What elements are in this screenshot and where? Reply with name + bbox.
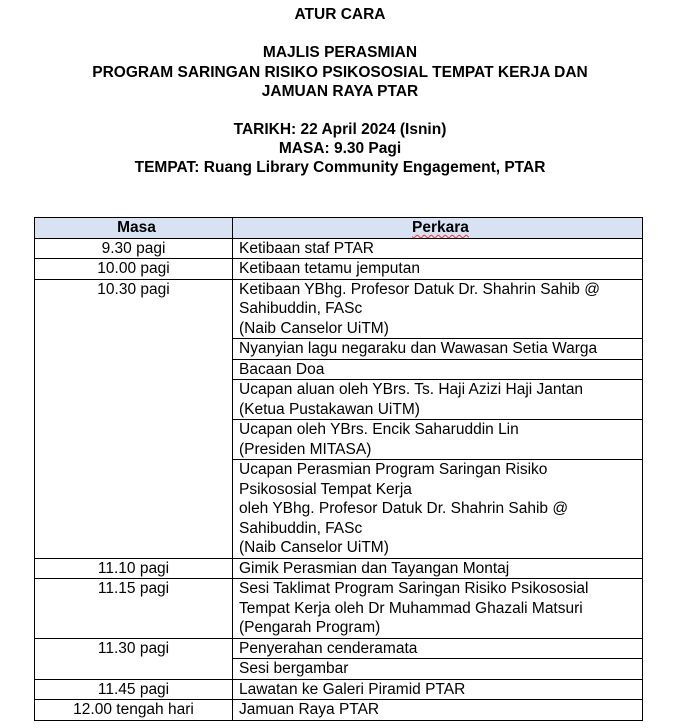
activity-cell — [233, 579, 643, 639]
time-cell: 10.00 pagi — [35, 259, 233, 280]
activity-cell — [233, 279, 643, 339]
activity-line: Bacaan Doa — [239, 360, 325, 378]
activity-line: Gimik Perasmian dan Tayangan Montaj — [239, 559, 510, 577]
table-header-row — [35, 218, 643, 239]
event-time: MASA: 9.30 Pagi — [278, 140, 402, 157]
event-venue: TEMPAT: Ruang Library Community Engagement, PTAR — [134, 159, 546, 176]
column-header-perkara: Perkara — [233, 218, 643, 239]
activity-line: (Presiden MITASA) — [239, 440, 372, 458]
activity-line: Sahibuddin, FASc — [239, 300, 363, 317]
activity-cell — [233, 638, 643, 659]
activity-cell — [233, 558, 643, 579]
column-header-masa: Masa — [35, 218, 233, 239]
time-cell: 11.10 pagi — [35, 558, 233, 579]
time-cell: 11.45 pagi — [35, 679, 233, 700]
activity-cell — [233, 420, 643, 460]
time-cell: 9.30 pagi — [35, 238, 233, 259]
activity-line: (Ketua Pustakawan UiTM) — [239, 400, 420, 418]
activity-cell — [233, 259, 643, 280]
activity-line: oleh YBhg. Profesor Datuk Dr. Shahrin Sahib @ — [239, 500, 569, 517]
activity-cell — [233, 700, 643, 721]
table-row — [35, 700, 643, 721]
activity-line: Psikososial Tempat Kerja — [239, 480, 412, 498]
activity-line: (Pengarah Program) — [239, 619, 381, 636]
activity-line: Ketibaan staf PTAR — [239, 239, 374, 257]
activity-cell — [233, 679, 643, 700]
table-row — [35, 679, 643, 700]
activity-line: Tempat Kerja oleh Dr Muhammad Ghazali Matsuri — [239, 599, 583, 617]
activity-cell — [233, 380, 643, 420]
activity-line: Ketibaan YBhg. Profesor Datuk Dr. Shahrin Sahib @ — [239, 280, 600, 298]
activity-cell — [233, 238, 643, 259]
document-title: ATUR CARA — [294, 6, 386, 23]
activity-line: Ucapan oleh YBrs. Encik Saharuddin Lin — [239, 421, 519, 438]
activity-line: Sesi Taklimat Program Saringan Risiko Psikososial — [239, 580, 589, 597]
activity-cell — [233, 460, 643, 559]
event-line-2: PROGRAM SARINGAN RISIKO PSIKOSOSIAL TEMPAT KERJA DAN — [92, 64, 588, 81]
activity-line: Ucapan aluan oleh YBrs. Ts. Haji Azizi Haji Jantan — [239, 381, 584, 398]
activity-line: Lawatan ke Galeri Piramid PTAR — [239, 680, 466, 698]
table-row — [35, 279, 643, 339]
activity-line: (Naib Canselor UiTM) — [239, 539, 389, 556]
activity-line: Ketibaan tetamu jemputan — [239, 260, 420, 277]
event-line-3: JAMUAN RAYA PTAR — [261, 83, 419, 100]
table-row — [35, 259, 643, 280]
agenda-table — [34, 217, 643, 721]
activity-line: Ucapan Perasmian Program Saringan Risiko — [239, 461, 548, 478]
activity-cell — [233, 659, 643, 680]
activity-line: Sahibuddin, FASc — [239, 519, 363, 537]
table-row — [35, 638, 643, 659]
activity-line: Sesi bergambar — [239, 660, 349, 677]
table-row — [35, 558, 643, 579]
activity-line: (Naib Canselor UiTM) — [239, 319, 389, 337]
table-row — [35, 238, 643, 259]
event-date: TARIKH: 22 April 2024 (Isnin) — [233, 121, 447, 138]
table-row — [35, 579, 643, 639]
event-line-1: MAJLIS PERASMIAN — [262, 44, 418, 61]
time-cell: 11.15 pagi — [35, 579, 233, 639]
activity-cell — [233, 339, 643, 360]
activity-line: Penyerahan cenderamata — [239, 639, 418, 657]
activity-line: Jamuan Raya PTAR — [239, 701, 380, 718]
activity-cell — [233, 359, 643, 380]
time-cell: 10.30 pagi — [35, 279, 233, 558]
time-cell: 12.00 tengah hari — [35, 700, 233, 721]
activity-line: Nyanyian lagu negaraku dan Wawasan Setia Warga — [239, 340, 598, 357]
time-cell: 11.30 pagi — [35, 638, 233, 679]
agenda-body — [35, 238, 643, 720]
